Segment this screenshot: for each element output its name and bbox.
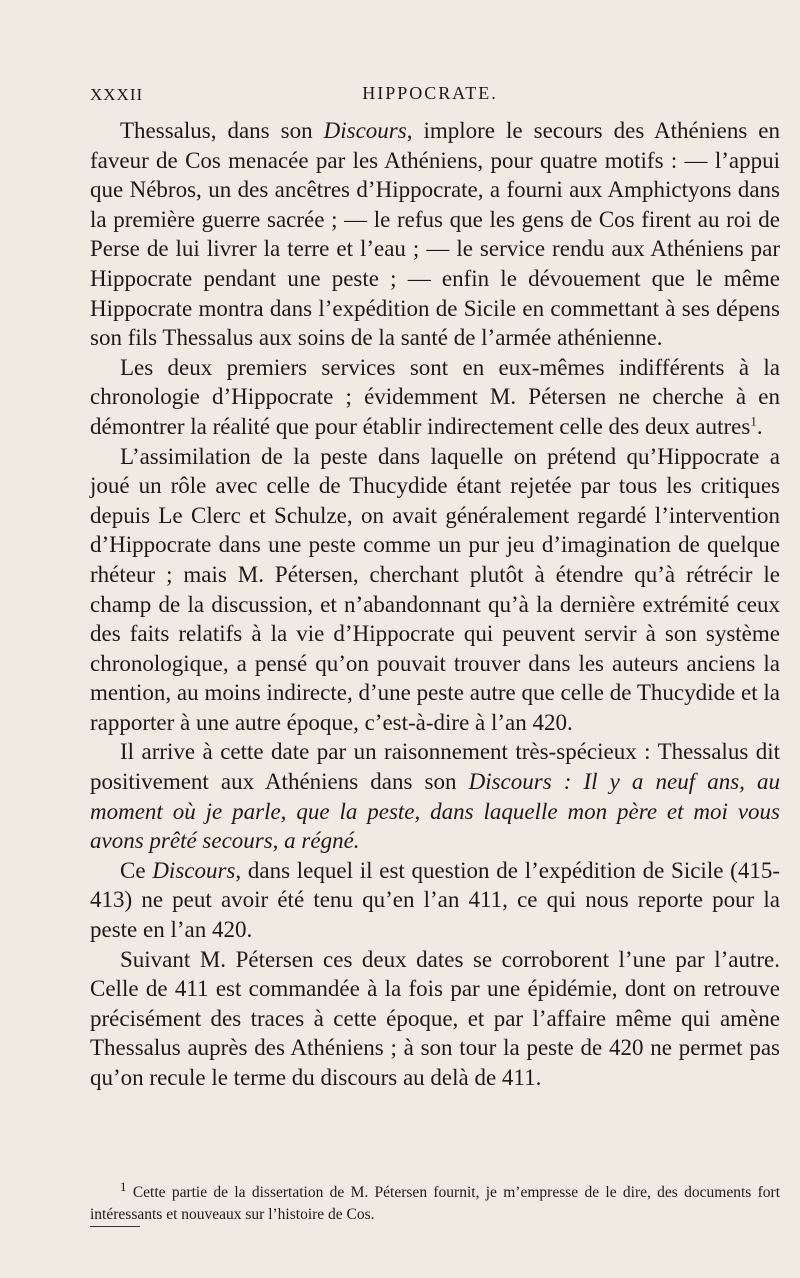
page-header [90, 83, 770, 111]
page-number: XXXII [90, 85, 144, 104]
paragraph-5: Ce Discours, dans lequel il est question de l’expédition de Sicile (415-413) ne peut avoir été tenu qu’en l’an 411, ce qui nous reporte pour la peste en l’an 420. [90, 857, 780, 943]
footnote-rule [90, 1226, 140, 1227]
quotation: Discours : Il y a neuf ans, au moment où je parle, que la peste, dans laquelle mon père et moi vous avons prêté secours, a régné. [90, 769, 780, 854]
footnote-text: Cette partie de la dissertation de M. Pétersen fournit, je m’empresse de le dire, des documents fort intéressants et nouveaux sur l’histoire de Cos. [90, 1184, 780, 1223]
work-title: Discours [152, 857, 236, 883]
paragraph-4: Il arrive à cette date par un raisonnement très-spécieux : Thessalus dit positivement aux Athéniens dans son Discours : Il y a neuf ans, au moment où je parle, que la peste, dans laquelle mon père et moi vous avons prêté secours, a régné. [90, 739, 780, 854]
work-title: Discours [323, 118, 407, 143]
running-title: HIPPOCRATE. [362, 83, 498, 103]
paragraph-6: Suivant M. Pétersen ces deux dates se corroborent l’une par l’autre. Celle de 411 est commandée à la fois par une épidémie, dont on retrouve précisément des traces à cette époque, et par l’affaire même qui amène Thessalus auprès des Athéniens ; à son tour la peste de 420 ne permet pas qu’on recule le terme du discours au delà de 411. [90, 946, 780, 1090]
paragraph-3: L’assimilation de la peste dans laquelle on prétend qu’Hippocrate a joué un rôle avec celle de Thucydide étant rejetée par tous les critiques depuis Le Clerc et Schulze, on avait généralement regardé l’intervention d’Hippocrate dans une peste comme un pur jeu d’imagination de quelque rhéteur ; mais M. Pétersen, cherchant plutôt à étendre qu’à rétrécir le champ de la discussion, et n’abandonnant qu’à la dernière extrémité ceux des faits relatifs à la vie d’Hippocrate qui peuvent servir à son système chronologique, a pensé qu’on pouvait trouver dans les auteurs anciens la mention, au moins indirecte, d’une peste autre que celle de Thucydide et la rapporter à une autre époque, c’est-à-dire à l’an 420. [90, 443, 780, 735]
footnote-mark: 1 [120, 1178, 127, 1194]
main-text [90, 116, 780, 1093]
paragraph-1: Thessalus, dans son Discours, implore le secours des Athéniens en faveur de Cos menacée par les Athéniens, pour quatre motifs : — l’appui que Nébros, un des ancêtres d’Hippocrate, a fourni aux Amphictyons dans la première guerre sacrée ; — le refus que les gens de Cos firent au roi de Perse de lui livrer la terre et l’eau ; — le service rendu aux Athéniens par Hippocrate pendant une peste ; — enfin le dévouement que le même Hippocrate montra dans l’expédition de Sicile en commettant à ses dépens son fils Thessalus aux soins de la santé de l’armée athénienne. [90, 118, 780, 351]
footnote [90, 1178, 780, 1226]
footnote-ref: 1 [750, 413, 757, 429]
paragraph-2: Les deux premiers services sont en eux-mêmes indifférents à la chronologie d’Hippocrate ; évidemment M. Pétersen ne cherche à en démontrer la réalité que pour établir indirectement celle des deux autres$^1$. [90, 354, 780, 439]
